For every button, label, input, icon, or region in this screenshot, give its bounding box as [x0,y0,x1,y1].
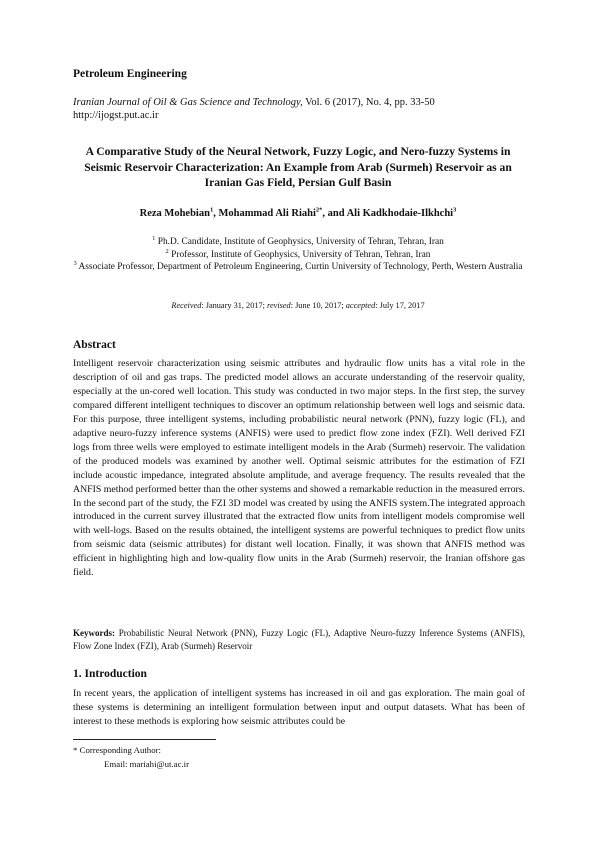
received-date: : January 31, 2017; [201,301,268,310]
author-name: Reza Mohebian [139,208,210,219]
affil-text: Professor, Institute of Geophysics, University of Tehran, Tehran, Iran [168,249,431,260]
abstract-body: Intelligent reservoir characterization using seismic attributes and hydraulic flow units has a vital role in the description of oil and gas traps. The predicted model allows an accurate understanding of the reservoir quality, especially at the un-cored well location. This study was conducted in two major steps. In the first step, the survey compared different intelligent techniques to discover an optimum relationship between well logs and seismic data. For this purpose, three intelligent systems, including probabilistic neural network (PNN), fuzzy logic (FL), and adaptive neuro-fuzzy inference systems (ANFIS) were used to predict flow zone index (FZI). Well derived FZI logs from three wells were employed to estimate intelligent models in the Arab (Surmeh) reservoir. The validation of the produced models was examined by another well. Optimal seismic attributes for the estimation of FZI include acoustic impedance, integrated absolute amplitude, and average frequency. The results revealed that the ANFIS method performed better than the other systems and showed a remarkable reduction in the measured errors. In the second part of the study, the FZI 3D model was created by using the ANFIS system.The integrated approach introduced in the current survey illustrated that the extracted flow units from intelligent models compromise well with well-logs. Based on the results obtained, the intelligent systems are powerful techniques to predict flow units from seismic data (seismic attributes) for distant well location. Finally, it was shown that ANFIS method was efficient in highlighting high and low-quality flow units in the Arab (Surmeh) reservoir, the Iranian offshore gas field. [73,358,525,579]
footnote-divider [73,739,216,740]
author-affil-marker: 1 [209,206,214,214]
affil-marker: 2 [165,247,169,255]
journal-citation [73,96,533,122]
affil-text: Ph.D. Candidate, Institute of Geophysics, University of Tehran, Tehran, Iran [155,237,444,247]
publication-dates [73,301,523,310]
paper-title: A Comparative Study of the Neural Network, Fuzzy Logic, and Nero-fuzzy Systems in Seismic Reservoir Characterization: An Example from Arab (Surmeh) Reservoir as an Iranian Gas Field, Persian Gulf Basin [84,145,512,189]
affiliation-line [73,236,523,249]
affiliations [73,236,523,274]
footnote-marker: * [73,745,78,755]
author-name: , Mohammad Ali Riahi [213,208,316,219]
keywords-label: Keywords: [73,628,115,638]
abstract-heading: Abstract [73,339,116,351]
journal-url[interactable]: http://ijogst.put.ac.ir [73,110,159,121]
keywords-text: Probabilistic Neural Network (PNN), Fuzzy Logic (FL), Adaptive Neuro-fuzzy Inference Systems (ANFIS), Flow Zone Index (FZI), Arab (Surmeh) Reservoir [73,628,525,651]
affiliation-line [73,261,523,274]
corresponding-email[interactable]: Email: mariahi@ut.ac.ir [104,758,190,769]
introduction-heading: 1. Introduction [73,668,147,680]
revised-date: : June 10, 2017; [290,301,346,310]
keywords [73,627,525,653]
journal-name: Iranian Journal of Oil & Gas Science and Technology, [73,97,303,108]
affil-marker: 1 [152,234,156,242]
footnote-label: Corresponding Author: [77,745,161,755]
section-label: Petroleum Engineering [73,68,187,80]
accepted-label: accepted [345,301,376,310]
affiliation-line [73,249,523,262]
affil-marker: 3 [73,260,77,268]
accepted-date: : July 17, 2017 [375,301,425,310]
author-affil-marker: 3 [453,206,457,214]
author-affil-marker: 2* [315,206,323,214]
author-list [73,208,523,219]
journal-details: Vol. 6 (2017), No. 4, pp. 33-50 [302,97,435,108]
footnote [73,744,189,771]
affil-text: Associate Professor, Department of Petroleum Engineering, Curtin University of Technology, Perth, Western Australia [76,262,523,273]
introduction-body: In recent years, the application of intelligent systems has increased in oil and gas exploration. The main goal of these systems is determining an intelligent formulation between input and output datasets. What has been of interest to these methods is exploring how seismic attributes could be [73,688,525,728]
author-name: , and Ali Kadkhodaie-Ilkhchi [322,208,454,219]
received-label: Received [171,301,202,310]
revised-label: revised [267,301,291,310]
